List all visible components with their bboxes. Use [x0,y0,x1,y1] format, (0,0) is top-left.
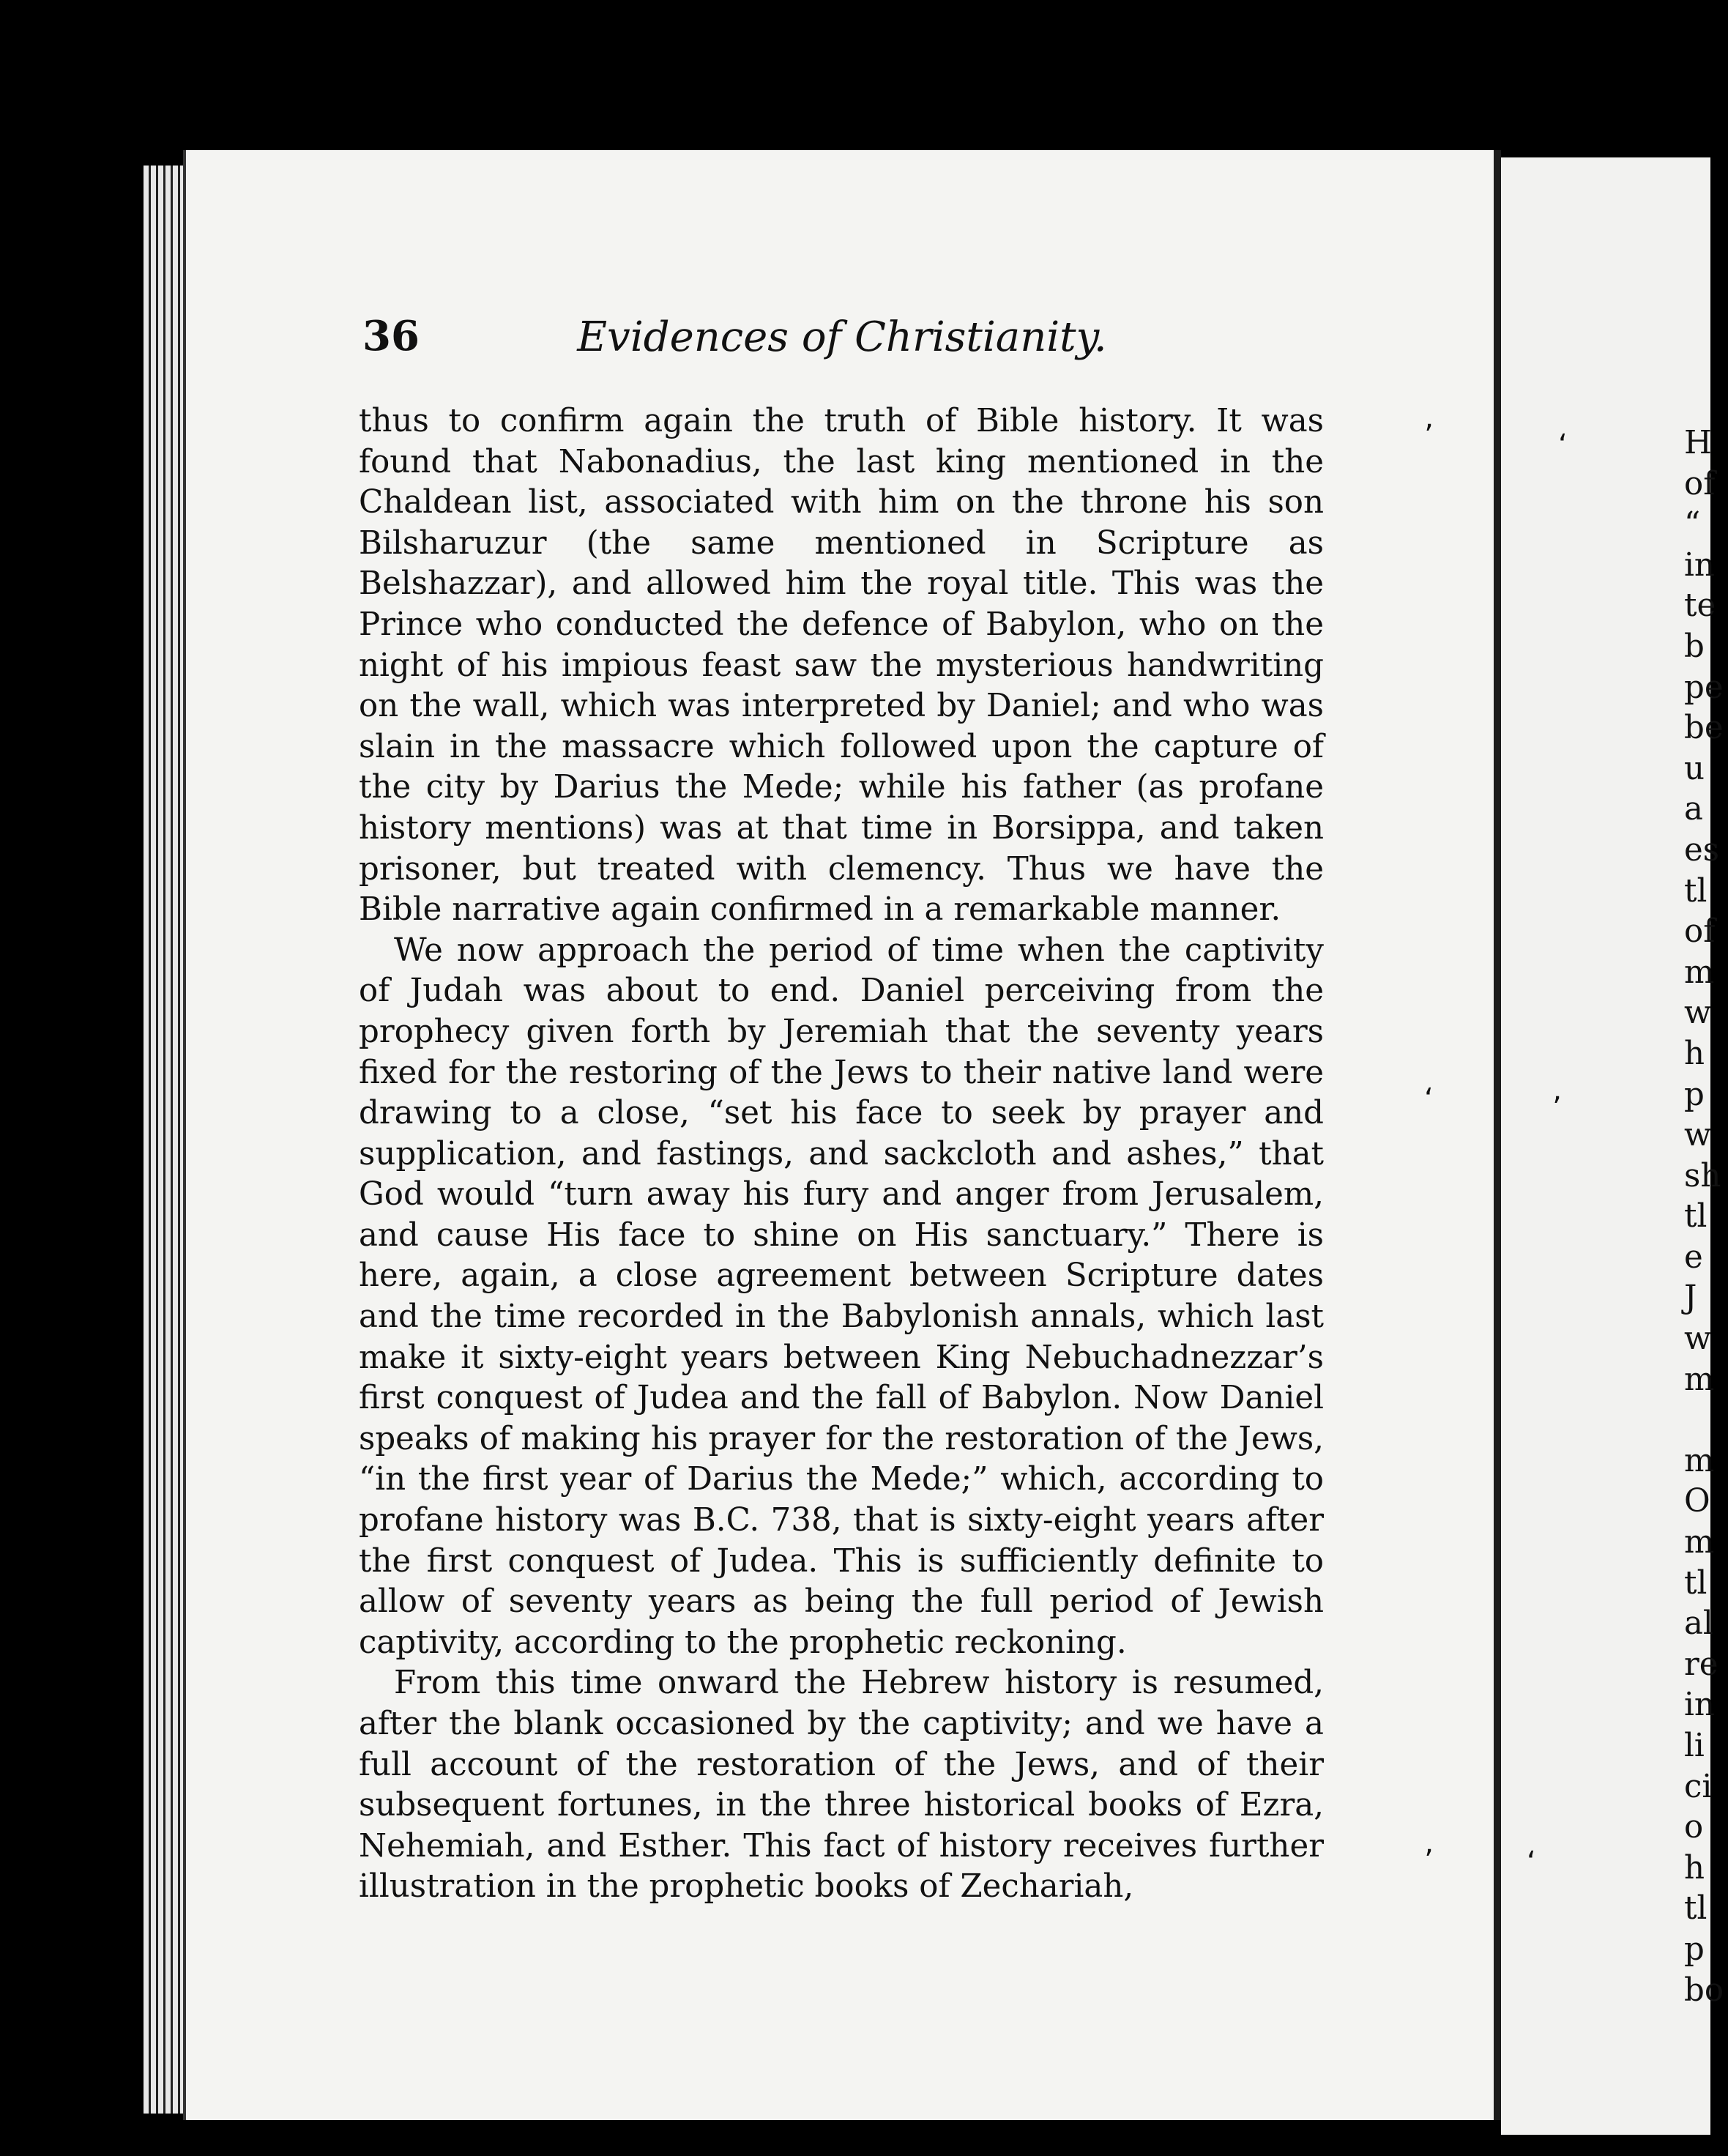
scan-speck: ʻ [1424,1082,1434,1116]
facing-page-line: u [1684,750,1705,787]
scan-speck: ʻ [1527,1845,1536,1879]
facing-page-line: of [1684,465,1716,502]
page-number: 36 [362,312,420,360]
running-head [362,306,1322,372]
facing-page-line: tl [1684,1198,1707,1235]
facing-page-line: re [1684,1646,1718,1683]
facing-page-line: e [1684,1238,1703,1276]
facing-page-line: O [1684,1483,1710,1520]
facing-page-line: w [1684,1117,1712,1154]
facing-page-line: b [1684,628,1705,665]
right-page [1501,157,1710,2135]
facing-page-line: h [1684,1035,1705,1072]
facing-page-line: li [1684,1728,1705,1764]
facing-page-line: te [1684,587,1716,625]
facing-page-line: be [1684,710,1724,747]
facing-page-line: es [1684,831,1720,869]
book-gutter [1494,150,1501,2120]
paragraph: thus to confirm again the truth of Bible history. It was found that Nabonadius, the last king mentioned in the Chaldean list, associated with him on the throne his son Bilsharuzur (the same mentioned in Scripture as Belshazzar), and allowed him the royal title. This was the Prince who conducted the defence of Babylon, who on the night of his impious feast saw the mysterious handwriting on the wall, which was interpreted by Daniel; and who was slain in the massacre which followed upon the capture of the city by Darius the Mede; while his father (as profane history mentions) was at that time in Borsippa, and taken prisoner, but treated with clemency. Thus we have the Bible narrative again confirmed in a remarkable manner. [359,403,1324,929]
facing-page-line: m [1684,1524,1715,1561]
facing-page-line: o [1684,1809,1704,1846]
scan-speck: ʻ [1558,428,1568,462]
facing-page-line: a [1684,791,1703,828]
body-text [359,401,1324,1908]
facing-page-line: J [1684,1279,1697,1317]
facing-page-line: h [1684,1849,1705,1886]
facing-page-line: w [1684,1320,1712,1358]
facing-page-line: ci [1684,1768,1713,1805]
facing-page-fragments [1684,423,1728,2011]
facing-page-line: m [1684,1361,1715,1398]
facing-page-line: bo [1684,1971,1724,2009]
page-title: Evidences of Christianity. [577,313,1107,361]
paragraph: We now approach the period of time when the captivity of Judah was about to end. Daniel perceiving from the prophecy given forth by Jeremiah that the seventy years fixed for the restoring of the Jews to their native land were drawing to a close, “set his face to seek by prayer and supplication, and fastings, and sackcloth and ashes,” that God would “turn away his fury and anger from Jerusalem, and cause His face to shine on His sanctuary.” There is here, again, a close agreement between Scripture dates and the time recorded in the Babylonish annals, which last make it sixty-eight years between King Nebuchadnezzar’s first conquest of Judea and the fall of Babylon. Now Daniel speaks of making his prayer for the restoration of the Jews, “in the first year of Darius the Mede;” which, according to profane history was B.C. 738, that is sixty-eight years after the first conquest of Judea. This is sufficiently definite to allow of seventy years as being the full period of Jewish captivity, according to the prophetic reckoning. [359,932,1324,1661]
scan-speck: ʼ [1552,1091,1562,1125]
facing-page-line: in [1684,1687,1715,1724]
facing-page-line: sh [1684,1157,1721,1194]
facing-page-line: tl [1684,872,1707,910]
page-edges [144,166,187,2114]
paragraph: From this time onward the Hebrew history is resumed, after the blank occasioned by the captivity; and we have a full account of the restoration of the Jews, and of their subsequent fortunes, in the three historical books of Ezra, Nehemiah, and Esther. This fact of history receives further illustration in the prophetic books of Zechariah, [359,1665,1324,1906]
facing-page-line: H [1684,425,1712,461]
facing-page-line: al [1684,1605,1713,1643]
scan-speck: ʼ [1424,419,1434,453]
facing-page-line: m [1684,954,1715,991]
facing-page-line: p [1684,1076,1705,1113]
facing-page-line [1684,1400,1728,1441]
facing-page-line: m [1684,1442,1715,1479]
facing-page-line: tl [1684,1890,1707,1928]
facing-page-line: “ [1684,506,1701,543]
facing-page-line: tl [1684,1564,1707,1602]
facing-page-line: of [1684,913,1716,951]
facing-page-line: p [1684,1930,1705,1968]
scan-speck: ʼ [1424,1844,1434,1878]
facing-page-line: w [1684,995,1712,1032]
facing-page-line: pe [1684,669,1724,706]
facing-page-line: in [1684,546,1715,584]
